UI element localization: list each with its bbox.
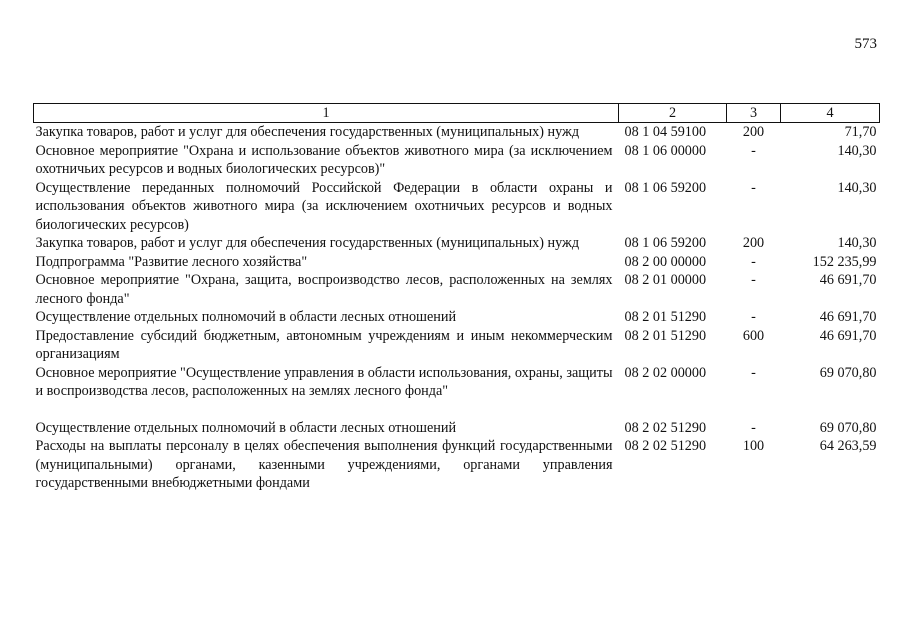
name-cell: Основное мероприятие "Охрана, защита, воспроизводство лесов, расположенных на землях лесного фонда" <box>35 272 613 307</box>
name-cell: Осуществление переданных полномочий Российской Федерации в области охраны и использования объектов животного мира (за исключением охотничьих ресурсов и водных биологических ресурсов) <box>35 179 613 233</box>
table-body <box>34 123 880 493</box>
amount-cell: 140,30 <box>837 235 877 251</box>
code-cell: 08 2 02 51290 <box>624 438 707 454</box>
amount-cell: 152 235,99 <box>812 253 877 270</box>
amount-cell: 46 691,70 <box>819 272 877 288</box>
table-row <box>34 437 880 493</box>
budget-table <box>33 103 880 493</box>
expense-type-cell: - <box>751 364 756 381</box>
table-row <box>34 271 880 308</box>
code-cell: 08 1 06 59200 <box>624 179 707 196</box>
name-cell: Закупка товаров, работ и услуг для обеспечения государственных (муниципальных) нужд <box>35 124 580 140</box>
header-col-2: 2 <box>619 104 727 123</box>
expense-type-cell: 200 <box>742 124 765 140</box>
name-cell: Подпрограмма "Развитие лесного хозяйства" <box>35 253 308 270</box>
name-cell: Осуществление отдельных полномочий в области лесных отношений <box>35 419 457 436</box>
header-col-1: 1 <box>34 104 619 123</box>
page-number: 573 <box>854 36 877 52</box>
expense-type-cell: - <box>751 309 756 325</box>
amount-cell: 64 263,59 <box>819 438 877 454</box>
code-cell: 08 2 02 51290 <box>624 419 707 436</box>
code-cell: 08 2 01 51290 <box>624 327 707 344</box>
table-row <box>34 253 880 272</box>
amount-cell: 71,70 <box>844 124 877 140</box>
name-cell: Основное мероприятие "Осуществление управления в области использования, охраны, защиты и воспроизводства лесов, расположенных на землях лесного фонда" <box>35 364 613 399</box>
table-row <box>34 308 880 327</box>
code-cell: 08 2 00 00000 <box>624 253 707 270</box>
code-cell: 08 2 02 00000 <box>624 364 707 381</box>
name-cell: Закупка товаров, работ и услуг для обеспечения государственных (муниципальных) нужд <box>35 235 580 251</box>
expense-type-cell: 100 <box>742 438 765 454</box>
name-cell: Основное мероприятие "Охрана и использование объектов животного мира (за исключением охотничьих ресурсов и водных биологических ресурсов)" <box>35 142 613 177</box>
amount-cell: 69 070,80 <box>819 419 877 436</box>
code-cell: 08 1 06 00000 <box>624 142 707 159</box>
code-cell: 08 2 01 51290 <box>624 309 707 325</box>
table-row <box>34 364 880 401</box>
code-cell: 08 2 01 00000 <box>624 272 707 288</box>
expense-type-cell: - <box>751 272 756 288</box>
amount-cell: 140,30 <box>837 142 877 159</box>
table-header-row <box>34 104 880 123</box>
expense-type-cell: - <box>751 253 756 270</box>
table-row <box>34 179 880 235</box>
expense-type-cell: - <box>751 179 756 196</box>
amount-cell: 46 691,70 <box>819 309 877 325</box>
expense-type-cell: - <box>751 419 756 436</box>
table-row <box>34 234 880 253</box>
header-col-4: 4 <box>781 104 880 123</box>
amount-cell: 69 070,80 <box>819 364 877 381</box>
expense-type-cell: 600 <box>742 327 765 344</box>
expense-type-cell: - <box>751 142 756 159</box>
amount-cell: 140,30 <box>837 179 877 196</box>
header-col-3: 3 <box>727 104 781 123</box>
code-cell: 08 1 06 59200 <box>624 235 707 251</box>
table-row <box>34 123 880 142</box>
row-spacer <box>34 401 880 419</box>
name-cell: Расходы на выплаты персоналу в целях обеспечения выполнения функций государственными (муниципальными) органами, казенными учреждениями, органами управления государственными внебюджетными фондами <box>35 438 613 491</box>
code-cell: 08 1 04 59100 <box>624 124 707 140</box>
amount-cell: 46 691,70 <box>819 327 877 344</box>
expense-type-cell: 200 <box>742 235 765 251</box>
table-row <box>34 419 880 438</box>
table-row <box>34 327 880 364</box>
name-cell: Осуществление отдельных полномочий в области лесных отношений <box>35 309 457 325</box>
table-row <box>34 142 880 179</box>
name-cell: Предоставление субсидий бюджетным, автономным учреждениям и иным некоммерческим организациям <box>35 327 613 362</box>
